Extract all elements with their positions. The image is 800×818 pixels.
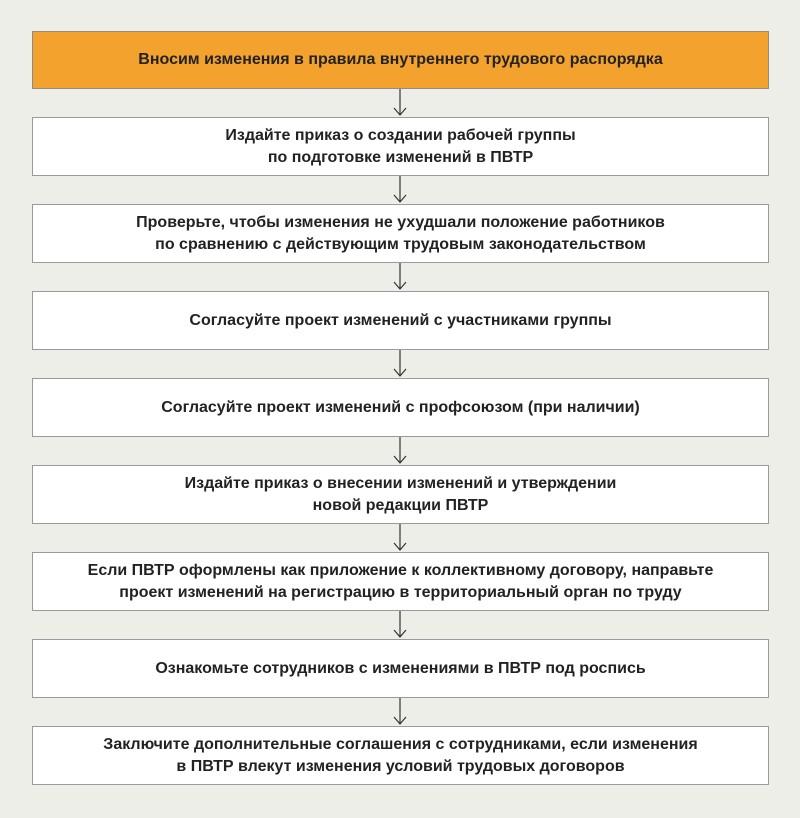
step-7-text: Ознакомьте сотрудников с изменениями в ПВТР под роспись <box>155 659 646 677</box>
step-4-box <box>32 378 769 437</box>
flowchart-title: Вносим изменения в правила внутреннего трудового распорядка <box>138 51 663 68</box>
step-2-box <box>32 204 769 263</box>
flowchart <box>32 31 769 785</box>
arrow-down-icon <box>32 698 769 726</box>
arrow-down-icon <box>32 524 769 552</box>
arrow-down-icon <box>32 437 769 465</box>
arrow-down-icon <box>32 263 769 291</box>
step-8-box <box>32 726 769 785</box>
step-7-box <box>32 639 769 698</box>
step-2-text: Проверьте, чтобы изменения не ухудшали положение работников по сравнению с действующим трудовым законодательством <box>136 213 665 253</box>
step-1-text: Издайте приказ о создании рабочей группы по подготовке изменений в ПВТР <box>225 126 576 166</box>
arrow-down-icon <box>32 89 769 117</box>
step-8-text: Заключите дополнительные соглашения с сотрудниками, если изменения в ПВТР влекут изменения условий трудовых договоров <box>103 735 698 775</box>
step-4-text: Согласуйте проект изменений с профсоюзом (при наличии) <box>161 398 640 416</box>
step-3-box <box>32 291 769 350</box>
step-5-text: Издайте приказ о внесении изменений и утверждении новой редакции ПВТР <box>184 474 617 514</box>
step-6-box <box>32 552 769 611</box>
arrow-down-icon <box>32 611 769 639</box>
step-1-box <box>32 117 769 176</box>
arrow-down-icon <box>32 176 769 204</box>
step-6-text: Если ПВТР оформлены как приложение к коллективному договору, направьте проект изменений на регистрацию в территориальный орган по труду <box>87 561 714 601</box>
flowchart-title-box <box>32 31 769 89</box>
step-5-box <box>32 465 769 524</box>
step-3-text: Согласуйте проект изменений с участниками группы <box>189 311 612 329</box>
arrow-down-icon <box>32 350 769 378</box>
